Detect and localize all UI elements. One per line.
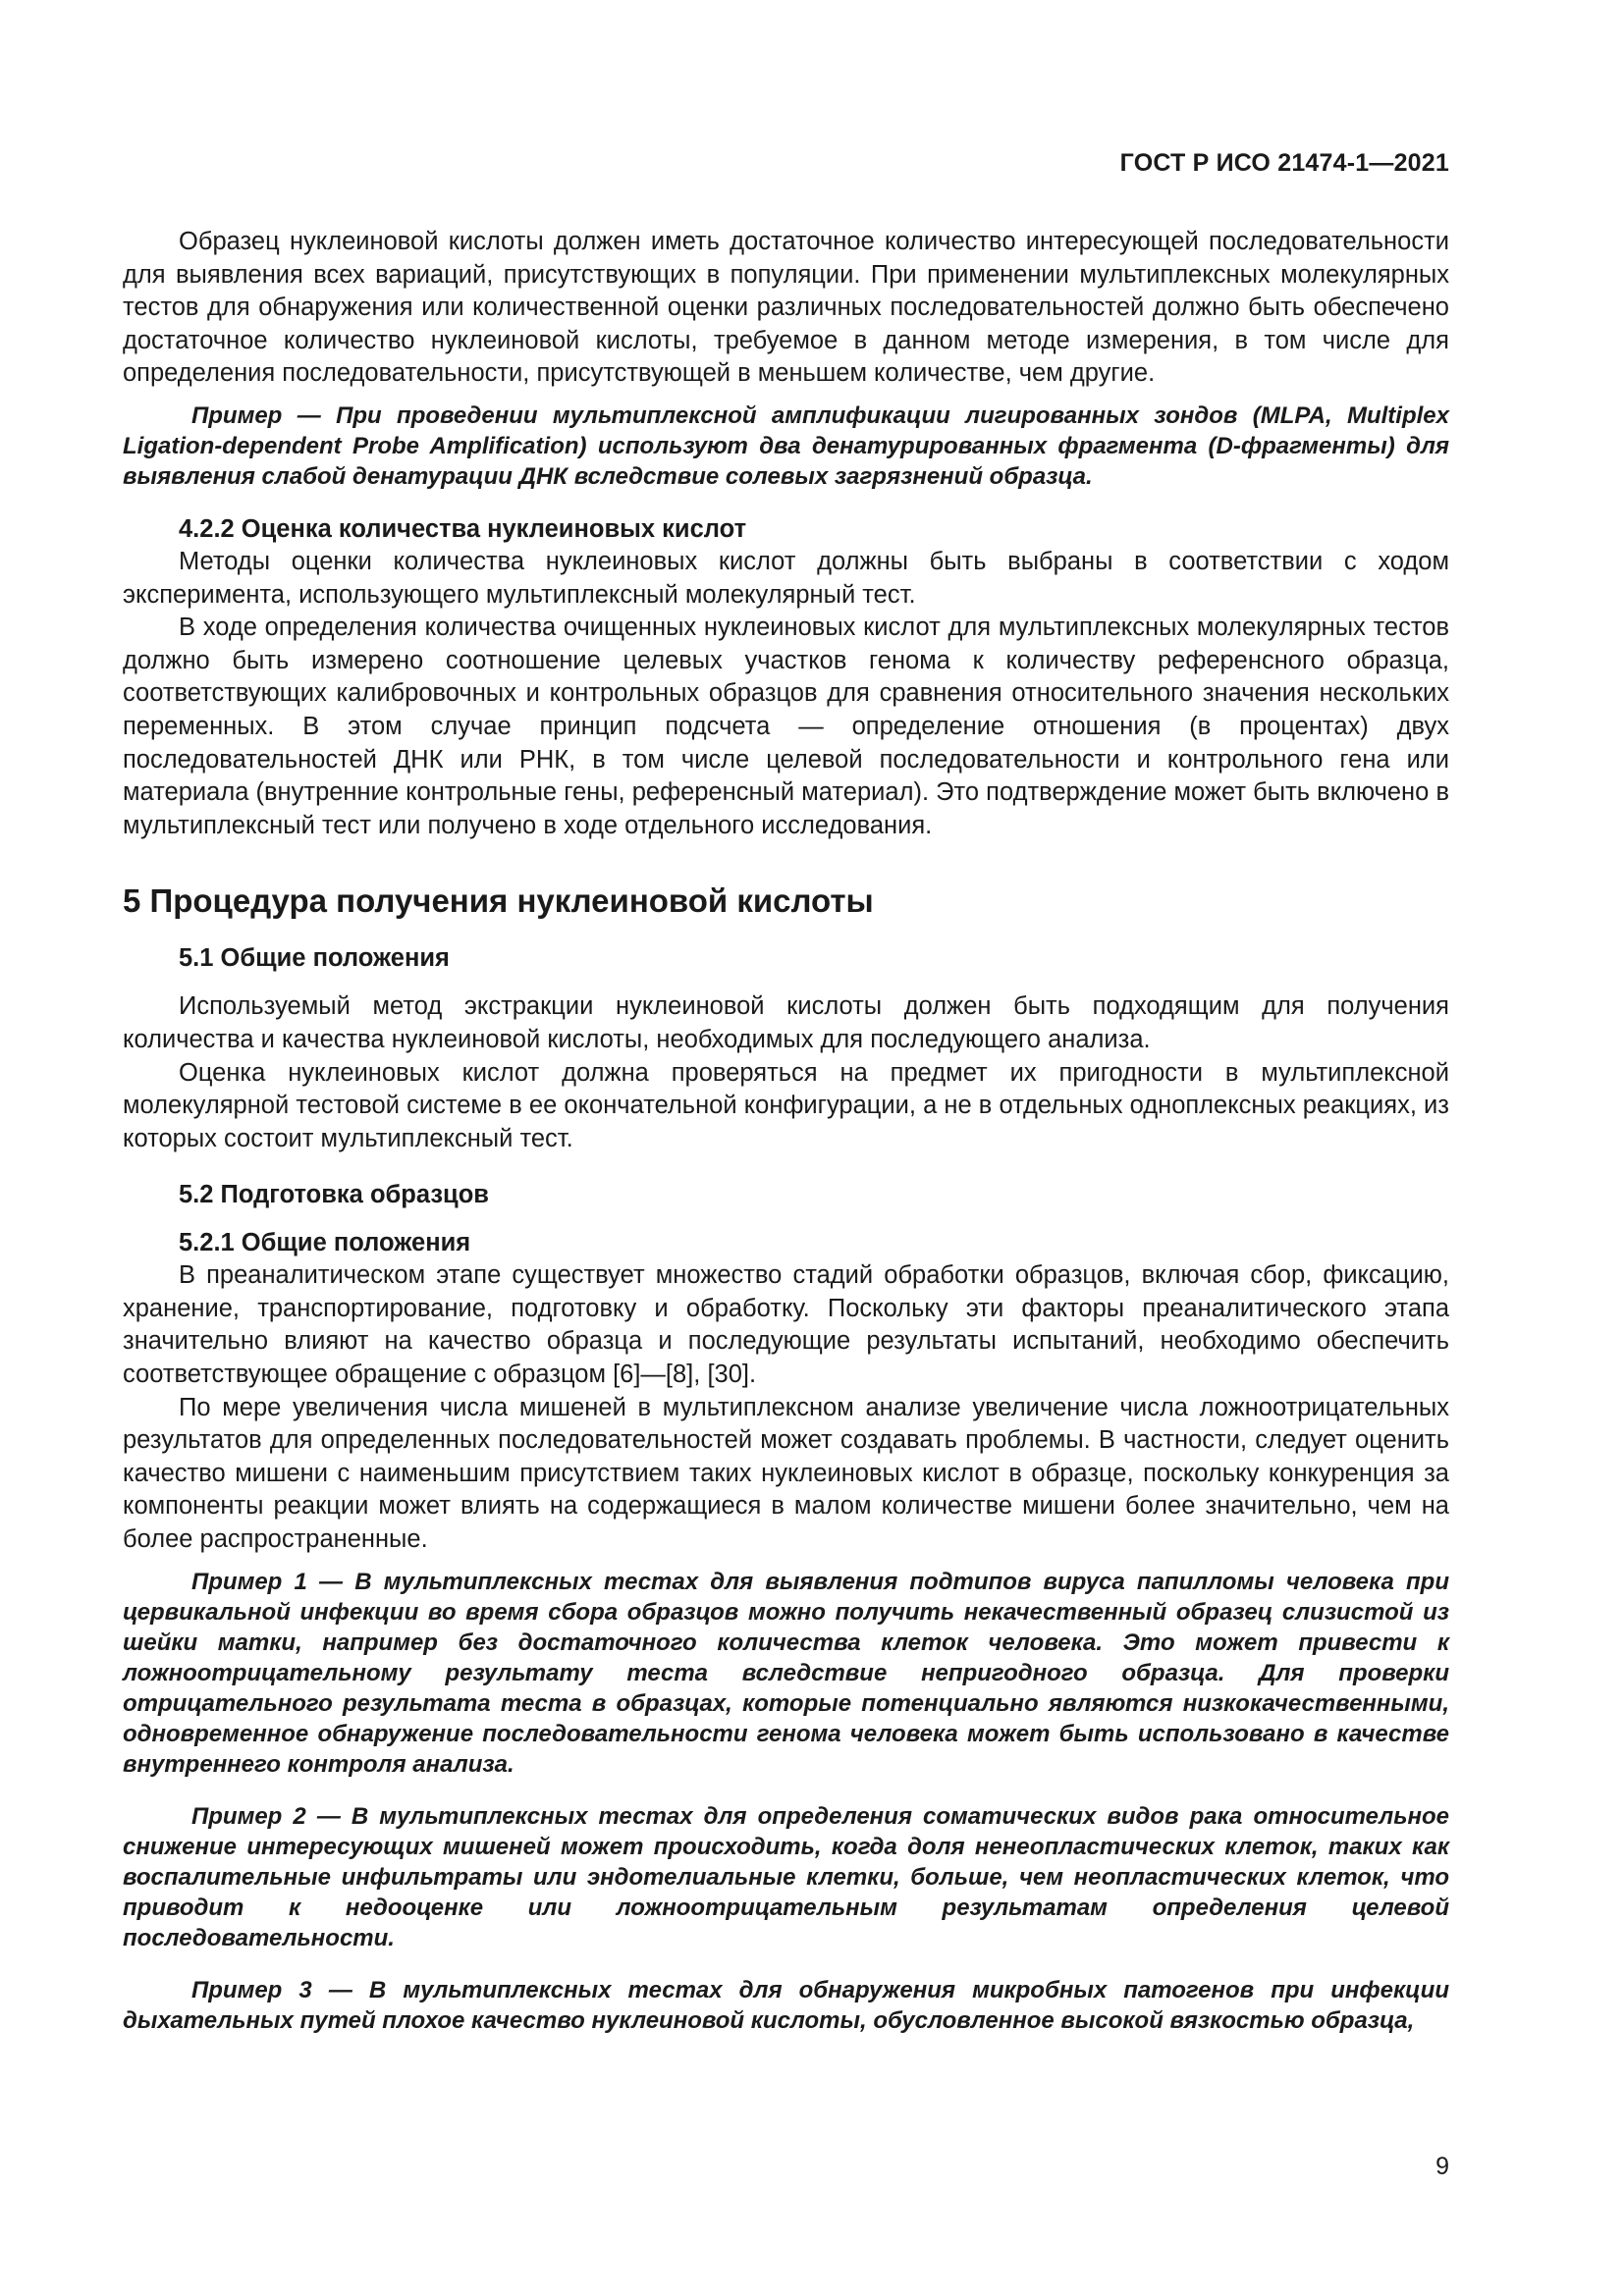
paragraph: Используемый метод экстракции нуклеиновой кислоты должен быть подходящим для получения количества и качества нуклеиновой кислоты, необходимых для последующего анализа. xyxy=(123,992,1449,1053)
document-header: ГОСТ Р ИСО 21474-1—2021 xyxy=(1119,149,1449,177)
example-note: Пример 3 — В мультиплексных тестах для обнаружения микробных патогенов при инфекции дыхательных путей плохое качество нуклеиновой кислоты, обусловленное высокой вязкостью образца, xyxy=(123,1976,1449,2034)
example-note: Пример 2 — В мультиплексных тестах для определения соматических видов рака относительное снижение интересующих мишеней может происходить, когда доля ненеопластических клеток, таких как воспалительные инфильтраты или эндотелиальные клетки, больше, чем неопластических клеток, что приводит к недооценке или ложноотрицательным результатам определения целевой последовательности. xyxy=(123,1802,1449,1951)
section-heading-5-2: 5.2 Подготовка образцов xyxy=(179,1181,489,1209)
example-note: Пример 1 — В мультиплексных тестах для выявления подтипов вируса папилломы человека при цервикальной инфекции во время сбора образцов можно получить некачественный образец слизистой из шейки матки, например без достаточного количества клеток человека. Это может привести к ложноотрицательному результату теста вследствие непригодного образца. Для проверки отрицательного результата теста в образцах, которые потенциально являются низкокачественными, одновременное обнаружение последовательности генома человека может быть использовано в качестве внутреннего контроля анализа. xyxy=(123,1568,1449,1778)
paragraph: Методы оценки количества нуклеиновых кислот должны быть выбраны в соответствии с ходом эксперимента, использующего мультиплексный молекулярный тест. xyxy=(123,547,1449,609)
section-heading-5: 5 Процедура получения нуклеиновой кислоты xyxy=(123,882,874,920)
paragraph: Оценка нуклеиновых кислот должна проверяться на предмет их пригодности в мультиплексной молекулярной тестовой системе в ее окончательной конфигурации, а не в отдельных одноплексных реакциях, из которых состоит мультиплексный тест. xyxy=(123,1058,1449,1152)
paragraph: По мере увеличения числа мишеней в мультиплексном анализе увеличение числа ложноотрицательных результатов для определенных последовательностей может создавать проблемы. В частности, следует оценить качество мишени с наименьшим присутствием таких нуклеиновых кислот в образце, поскольку конкуренция за компоненты реакции может влиять на содержащиеся в малом количестве мишени более значительно, чем на более распространенные. xyxy=(123,1393,1449,1554)
section-heading-5-1: 5.1 Общие положения xyxy=(179,944,450,973)
page-number: 9 xyxy=(1435,2153,1449,2180)
section-heading-4-2-2: 4.2.2 Оценка количества нуклеиновых кислот xyxy=(179,514,747,543)
example-note: Пример — При проведении мультиплексной амплификации лигированных зондов (MLPA, Multiplex Ligation-dependent Probe Amplification) используют два денатурированных фрагмента (D-фрагменты) для выявления слабой денатурации ДНК вследствие солевых загрязнений образца. xyxy=(123,401,1449,490)
section-heading-5-2-1: 5.2.1 Общие положения xyxy=(179,1229,471,1257)
document-body xyxy=(123,226,1449,2057)
paragraph: В ходе определения количества очищенных нуклеиновых кислот для мультиплексных молекулярных тестов должно быть измерено соотношение целевых участков генома к количеству референсного образца, соответствующих калибровочных и контрольных образцов для сравнения относительного значения нескольких переменных. В этом случае принцип подсчета — определение отношения (в процентах) двух последовательностей ДНК или РНК, в том числе целевой последовательности и контрольного гена или материала (внутренние контрольные гены, референсный материал). Это подтверждение может быть включено в мультиплексный тест или получено в ходе отдельного исследования. xyxy=(123,614,1449,839)
paragraph: В преаналитическом этапе существует множество стадий обработки образцов, включая сбор, фиксацию, хранение, транспортирование, подготовку и обработку. Поскольку эти факторы преаналитического этапа значительно влияют на качество образца и последующие результаты испытаний, необходимо обеспечить соответствующее обращение с образцом [6]—[8], [30]. xyxy=(123,1261,1449,1389)
paragraph: Образец нуклеиновой кислоты должен иметь достаточное количество интересующей последовательности для выявления всех вариаций, присутствующих в популяции. При применении мультиплексных молекулярных тестов для обнаружения или количественной оценки различных последовательностей должно быть обеспечено достаточное количество нуклеиновой кислоты, требуемое в данном методе измерения, в том числе для определения последовательности, присутствующей в меньшем количестве, чем другие. xyxy=(123,228,1449,388)
